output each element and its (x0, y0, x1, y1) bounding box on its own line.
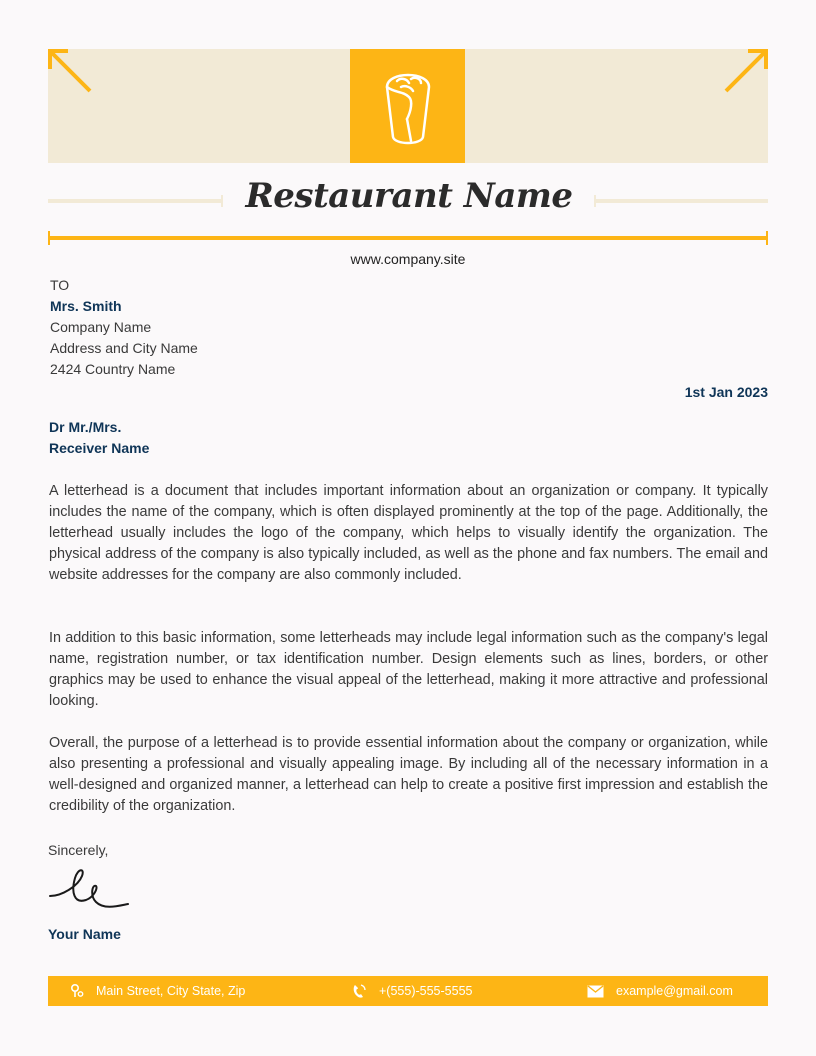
footer-address-text: Main Street, City State, Zip (96, 984, 246, 998)
website-link[interactable]: www.company.site (350, 251, 466, 267)
arrow-up-left-icon (48, 49, 92, 93)
signature-icon (48, 866, 132, 917)
phone-icon (351, 983, 367, 999)
salutation-line1: Dr Mr./Mrs. (49, 419, 122, 435)
header-rule-tick-right (766, 231, 768, 245)
footer-phone[interactable] (351, 976, 472, 1006)
title-rule-left-tick (221, 195, 223, 207)
recipient-name: Mrs. Smith (50, 298, 122, 314)
to-label: TO (50, 277, 70, 293)
footer-bar (48, 976, 768, 1006)
body-paragraph-3: Overall, the purpose of a letterhead is to provide essential information about the company or organization, while also presenting a professional and visually appealing image. By including all of the necessary information in a well-designed and organized manner, a letterhead can help to create a positive first impression and establish the credibility of the organization. (49, 735, 768, 814)
sincerely: Sincerely, (48, 842, 109, 858)
body-paragraph-1: A letterhead is a document that includes important information about an organization or company. It typically includes the name of the company, which is often displayed prominently at the top of the page. Additionally, the letterhead usually includes the logo of the company, which helps to visually identify the organization. The physical address of the company is also typically included, as well as the phone and fax numbers. The email and website addresses for the company are also commonly included. (49, 483, 768, 583)
header-rule (48, 236, 768, 240)
title-rule-right-tick (594, 195, 596, 207)
recipient-company: Company Name (50, 319, 152, 335)
logo (350, 49, 465, 163)
mail-icon (587, 985, 604, 998)
title-rule-left (48, 199, 222, 203)
footer-email-text: example@gmail.com (616, 984, 733, 998)
footer-email[interactable] (587, 976, 733, 1006)
burrito-icon (381, 67, 435, 147)
footer-phone-text: +(555)-555-5555 (379, 984, 473, 998)
footer-address (70, 976, 245, 1006)
arrow-up-right-icon (724, 49, 768, 93)
sender-name: Your Name (48, 926, 121, 942)
title-rule-right (596, 199, 768, 203)
letter-date: 1st Jan 2023 (684, 384, 768, 400)
location-pin-icon (70, 983, 84, 999)
recipient-address: Address and City Name (50, 340, 198, 356)
header-rule-tick-left (48, 231, 50, 245)
restaurant-name: Restaurant Name (245, 176, 573, 216)
recipient-country: 2424 Country Name (50, 361, 176, 377)
salutation-line2: Receiver Name (49, 440, 150, 456)
body-paragraph-2: In addition to this basic information, some letterheads may include legal information such as the company's legal name, registration number, or tax identification number. Design elements such as lines, borders, or other graphics may be used to enhance the visual appeal of the letterhead, making it more attractive and professional looking. (49, 630, 768, 709)
